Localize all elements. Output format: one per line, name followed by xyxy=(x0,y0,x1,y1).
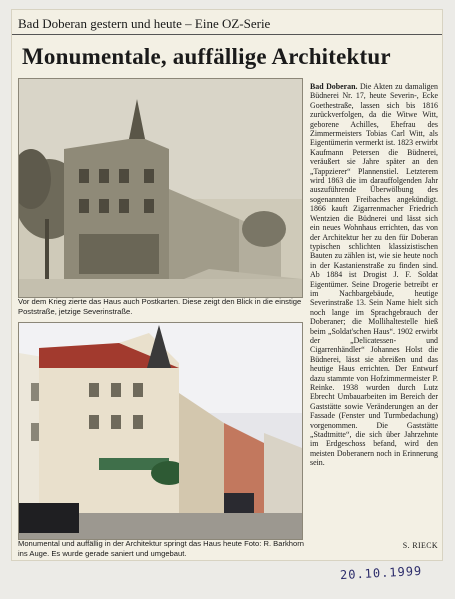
article-body-text: Die Akten zu damaligen Büdnerei Nr. 17, heute Severin-, Ecke Goethestraße, lassen sich bis 1816 zurückverfolgen, da die Witwe Witt, geborene Achilles, Ehefrau des Zimmermeisters Tobias Carl Witt, als Eigentümerin vermerkt ist. 1823 erwirbt Kaufmann Petersen die Büdnerei, veräußert sie Jahre später an den „Tappzierer“ Plannenstiel. Letzterem wird 1863 die im darauffolgenden Jahr auszuführende Überwölbung des sogenannten Freibaches angekündigt. 1866 kauft Zigarrenmacher Friedrich Wentzien die Büdnerei und lässt sich ein neues Wohnhaus errichten, das von der Architektur her zu den für Doberan typischen schlichten klassizistischen Bauten zu zählen ist, wie sie heute noch in der Kastanienstraße zu finden sind. Ab 1884 ist Drogist J. F. Soldat Eigentümer. Seine Drogerie betreibt er im Nachbargebäude, heutige Severinstraße 13. Sein Name hielt sich noch lange im Sprachgebrauch der Doberaner; die Mollihaltestelle hieß beim „Soldat'schen Haus“. 1902 erwirbt der „Delicatessen- und Cigarrenhändler“ Johannes Holst die Büdnerei, lässt sie abreißen und das heutige Haus errichten. Der Entwurf dazu stammte von Hofzimmermeister P. Reinke. 1938 wurden durch Lutz Ebrecht Umbauarbeiten im Bereich der Gaststätte sowie Veränderungen an der Fassade (Fenster und Turmbedachung) vorgenommen. Die Gaststätte „Stadtmitte“, die sich über Jahrzehnte im Erdgeschoss befand, wird den meisten Doberanern noch in Erinnerung sein. xyxy=(310,82,438,468)
handwritten-date: 20.10.1999 xyxy=(339,563,423,583)
modern-street-photo xyxy=(18,322,303,540)
series-title: Bad Doberan gestern und heute – Eine OZ-Serie xyxy=(18,16,271,31)
photo1-caption: Vor dem Krieg zierte das Haus auch Postkarten. Diese zeigt den Blick in die einstige Poststraße, jetzige Severinstraße. xyxy=(18,297,302,316)
photo2-caption-block xyxy=(18,539,304,558)
historic-postcard-photo xyxy=(18,78,303,298)
newspaper-clipping xyxy=(12,10,442,560)
article-dateline: Bad Doberan. xyxy=(310,82,358,91)
article-author: S. RIECK xyxy=(402,541,438,550)
article-headline: Monumentale, auffällige Architektur xyxy=(22,44,391,69)
photo-credit: Foto: R. Barkhorn xyxy=(244,539,304,548)
article-body xyxy=(310,82,438,468)
header-rule xyxy=(12,34,442,35)
photo2-caption: Monumental und auffällig in der Architektur springt das Haus heute ins Auge. Es wurde gerade saniert und umgebaut. xyxy=(18,539,243,558)
